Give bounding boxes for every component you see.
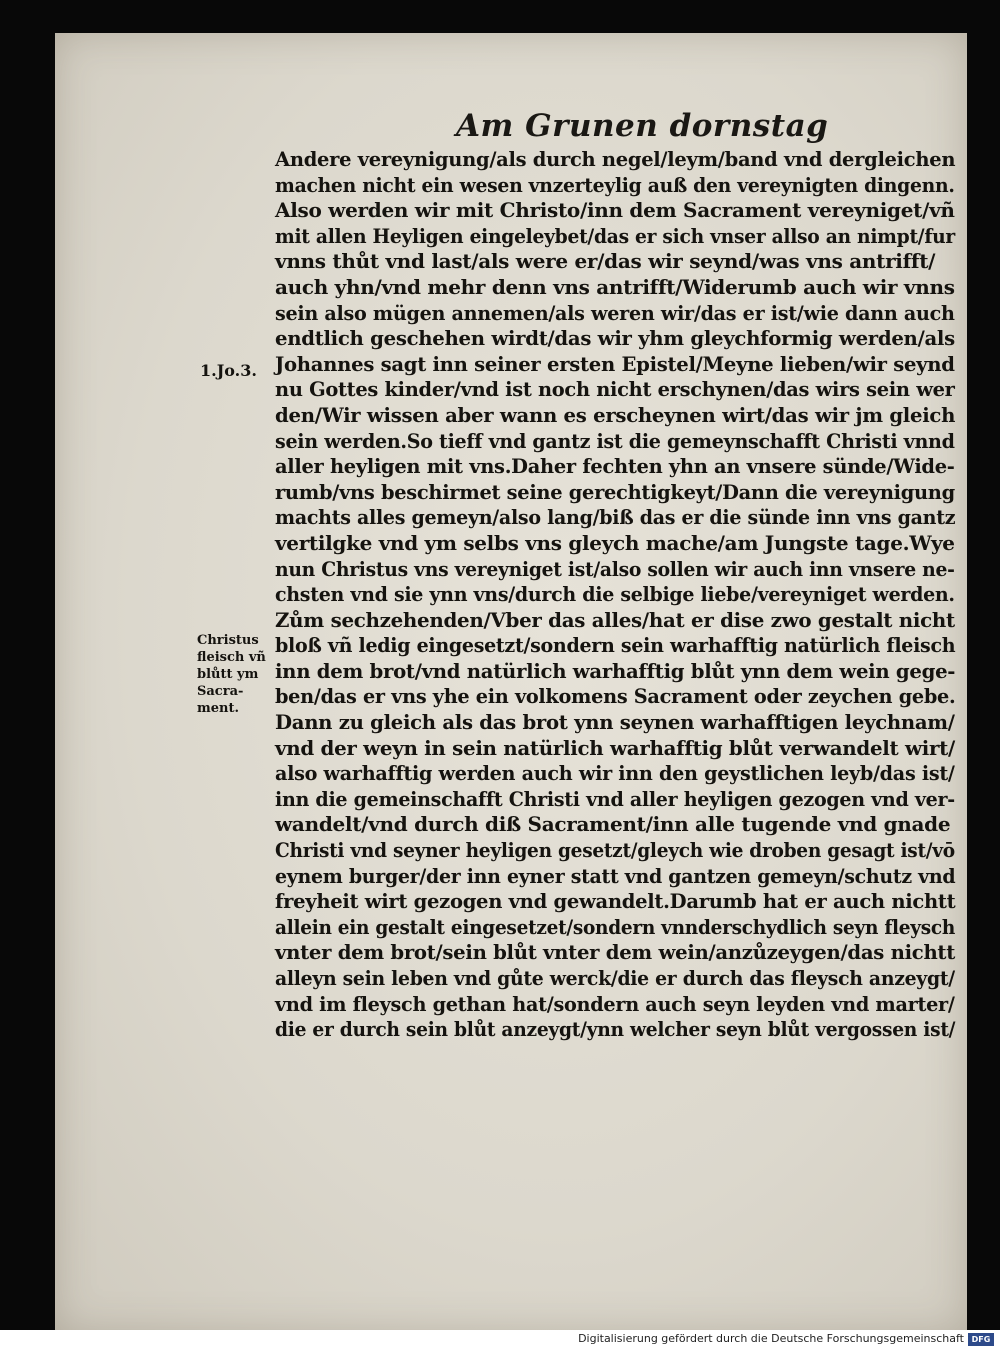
marginal-note (197, 632, 266, 717)
text-line: vertilgke vnd ym selbs vns gleych mache/am Jungste tage.Wye (275, 530, 955, 555)
text-line: Andere vereynigung/als durch negel/leym/band vnd dergleichen (275, 147, 956, 171)
text-line: nun Christus vns vereyniget ist/also sollen wir auch inn vnsere ne- (275, 556, 955, 581)
text-line: Zům sechzehenden/Vber das alles/hat er dise zwo gestalt nicht (275, 607, 955, 632)
text-line: vnns thůt vnd last/als were er/das wir seynd/was vns antrifft/ (275, 249, 936, 274)
text-line: vnd der weyn in sein natürlich warhafftig blůt verwandelt wirt/ (275, 735, 955, 760)
text-line: Johannes sagt inn seiner ersten Epistel/Meyne lieben/wir seynd (275, 351, 955, 376)
text-line: also warhafftig werden auch wir inn den geystlichen leyb/das ist/ (275, 761, 955, 786)
text-line: alleyn sein leben vnd gůte werck/die er durch das fleysch anzeygt/ (275, 966, 955, 990)
body-text (275, 147, 955, 1043)
marginal-note-line: ment. (197, 701, 240, 716)
dfg-logo: DFG (968, 1333, 994, 1346)
text-line: inn dem brot/vnd natürlich warhafftig blůt ynn dem wein gege- (275, 658, 956, 683)
marginal-note-line: blůtt ym (197, 667, 259, 682)
text-line: vnd im fleysch gethan hat/sondern auch seyn leyden vnd marter/ (275, 991, 955, 1016)
text-line: endtlich geschehen wirdt/das wir yhm gleychformig werden/als (275, 326, 955, 351)
text-line: wandelt/vnd durch diß Sacrament/inn alle tugende vnd gnade (275, 812, 951, 837)
text-line: Also werden wir mit Christo/inn dem Sacrament vereyniget/vñ (275, 198, 955, 223)
marginal-note-line: fleisch vñ (197, 650, 266, 665)
marginal-note-line: Sacra- (197, 684, 244, 699)
funding-credit: Digitalisierung gefördert durch die Deutsche Forschungsgemeinschaft (578, 1332, 964, 1345)
text-line: ben/das er vns yhe ein volkomens Sacrament oder zeychen gebe. (275, 684, 956, 709)
footer-bar (0, 1330, 1000, 1349)
text-line: bloß vñ ledig eingesetzt/sondern sein warhafftig natürlich fleisch (275, 633, 956, 658)
text-line: nu Gottes kinder/vnd ist noch nicht erschynen/das wirs sein wer (275, 377, 955, 402)
text-line: vnter dem brot/sein blůt vnter dem wein/anzůzeygen/das nichtt (275, 940, 956, 965)
text-line: auch yhn/vnd mehr denn vns antrifft/Widerumb auch wir vnns (275, 274, 955, 299)
text-line: sein werden.So tieff vnd gantz ist die gemeynschafft Christi vnnd (275, 428, 955, 453)
text-line: chsten vnd sie ynn vns/durch die selbige liebe/vereyniget werden. (275, 582, 955, 607)
text-line: mit allen Heyligen eingeleybet/das er sich vnser allso an nimpt/fur (275, 223, 955, 248)
text-line: inn die gemeinschafft Christi vnd aller heyligen gezogen vnd ver- (275, 786, 955, 811)
text-line: sein also mügen annemen/als weren wir/das er ist/wie dann auch (275, 300, 955, 325)
running-head: Am Grunen dornstag (456, 108, 829, 144)
text-line: machen nicht ein wesen vnzerteylig auß den vereynigten dingenn. (275, 172, 955, 197)
marginal-reference: 1.Jo.3. (200, 361, 257, 380)
text-line: Christi vnd seyner heyligen gesetzt/gleych wie droben gesagt ist/vō (275, 838, 955, 863)
text-line: aller heyligen mit vns.Daher fechten yhn an vnsere sünde/Wide- (275, 454, 955, 479)
text-line: rumb/vns beschirmet seine gerechtigkeyt/Dann die vereynigung (275, 479, 955, 504)
text-line: machts alles gemeyn/also lang/biß das er die sünde inn vns gantz (275, 505, 956, 530)
text-line: den/Wir wissen aber wann es erscheynen wirt/das wir jm gleich (275, 402, 956, 427)
text-line: allein ein gestalt eingesetzet/sondern vnnderschydlich seyn fleysch (275, 914, 956, 939)
text-line: Dann zu gleich als das brot ynn seynen warhafftigen leychnam/ (275, 710, 955, 735)
text-line: eynem burger/der inn eyner statt vnd gantzen gemeyn/schutz vnd (275, 863, 956, 888)
text-line: freyheit wirt gezogen vnd gewandelt.Darumb hat er auch nichtt (275, 889, 956, 914)
text-line: die er durch sein blůt anzeygt/ynn welcher seyn blůt vergossen ist/ (275, 1017, 956, 1042)
marginal-note-line: Christus (197, 633, 259, 648)
